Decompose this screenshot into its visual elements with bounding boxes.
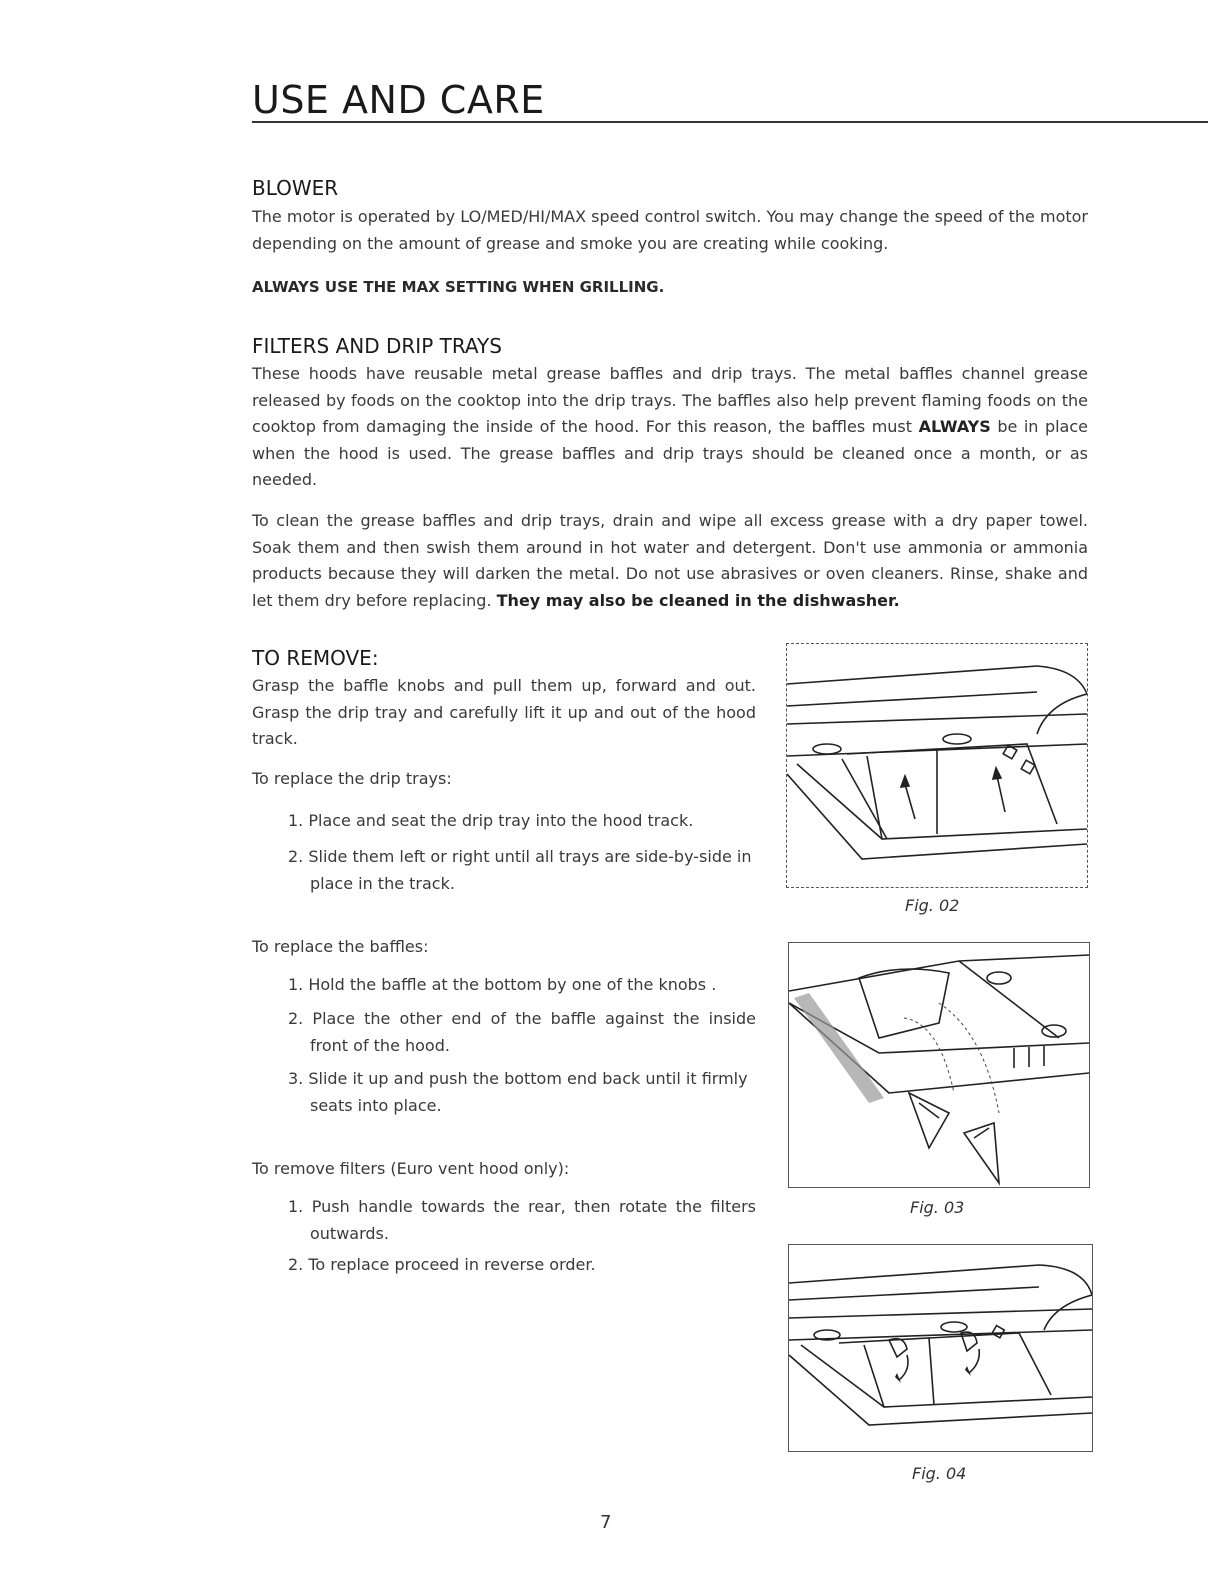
- figure-02-caption: Fig. 02: [905, 896, 960, 915]
- drip-step-1: 1. Place and seat the drip tray into the hood track.: [288, 811, 694, 830]
- baffle-step-1: 1. Hold the baffle at the bottom by one of the knobs .: [288, 975, 717, 994]
- filters-paragraph-2: [252, 508, 1088, 614]
- filter-illustration: [789, 1245, 1092, 1451]
- figure-03-caption: Fig. 03: [910, 1198, 965, 1217]
- drip-trays-label: To replace the drip trays:: [252, 769, 452, 788]
- blower-heading: BLOWER: [252, 176, 339, 200]
- filters-remove-label: To remove filters (Euro vent hood only):: [252, 1159, 570, 1178]
- baffles-label: To replace the baffles:: [252, 937, 429, 956]
- filters-p1-bold: ALWAYS: [918, 417, 991, 436]
- figure-04-caption: Fig. 04: [912, 1464, 967, 1483]
- page-title: USE AND CARE: [252, 78, 545, 122]
- blower-body: The motor is operated by LO/MED/HI/MAX speed control switch. You may change the speed of the motor depending on the amount of grease and smoke you are creating while cooking.: [252, 207, 1088, 253]
- filters-paragraph-1: [252, 361, 1088, 494]
- drip-tray-illustration: [787, 644, 1087, 887]
- figure-02-drip-trays: [786, 643, 1088, 888]
- blower-note: ALWAYS USE THE MAX SETTING WHEN GRILLING.: [252, 278, 665, 296]
- drip-step-2: 2. Slide them left or right until all trays are side-by-side in place in the track.: [288, 847, 752, 893]
- filters-p1-text-a: These hoods have reusable metal grease baffles and drip trays. The metal baffles channel grease released by foods on the cooktop into the drip trays. The baffles also help prevent flaming foods on the cooktop from damaging the inside of the hood. For this reason, the baffles must: [252, 364, 1088, 436]
- remove-intro: Grasp the baffle knobs and pull them up, forward and out. Grasp the drip tray and carefully lift it up and out of the hood track.: [252, 676, 756, 748]
- page-number: 7: [600, 1512, 612, 1533]
- filters-p2-text: To clean the grease baffles and drip trays, drain and wipe all excess grease with a dry paper towel. Soak them and then swish them around in hot water and detergent. Don't use ammonia or ammonia products because they will darken the metal. Do not use abrasives or oven cleaners. Rinse, shake and let them dry before replacing.: [252, 511, 1088, 610]
- filter-step-2: 2. To replace proceed in reverse order.: [288, 1255, 596, 1274]
- filters-p1-text-b: be in place when the hood is used. The grease baffles and drip trays should be cleaned once a month, or as needed.: [252, 417, 1088, 489]
- filters-heading: FILTERS AND DRIP TRAYS: [252, 334, 502, 358]
- remove-heading: TO REMOVE:: [252, 646, 379, 670]
- baffle-step-2: 2. Place the other end of the baffle against the inside front of the hood.: [288, 1009, 756, 1055]
- title-rule: [252, 121, 1208, 123]
- baffle-step-3: 3. Slide it up and push the bottom end back until it firmly seats into place.: [288, 1069, 748, 1115]
- filters-p2-bold: They may also be cleaned in the dishwasher.: [496, 590, 900, 610]
- filter-step-1: 1. Push handle towards the rear, then rotate the filters outwards.: [288, 1197, 756, 1243]
- figure-04-filters: [788, 1244, 1093, 1452]
- figure-03-baffles: [788, 942, 1090, 1188]
- baffle-illustration: [789, 943, 1089, 1187]
